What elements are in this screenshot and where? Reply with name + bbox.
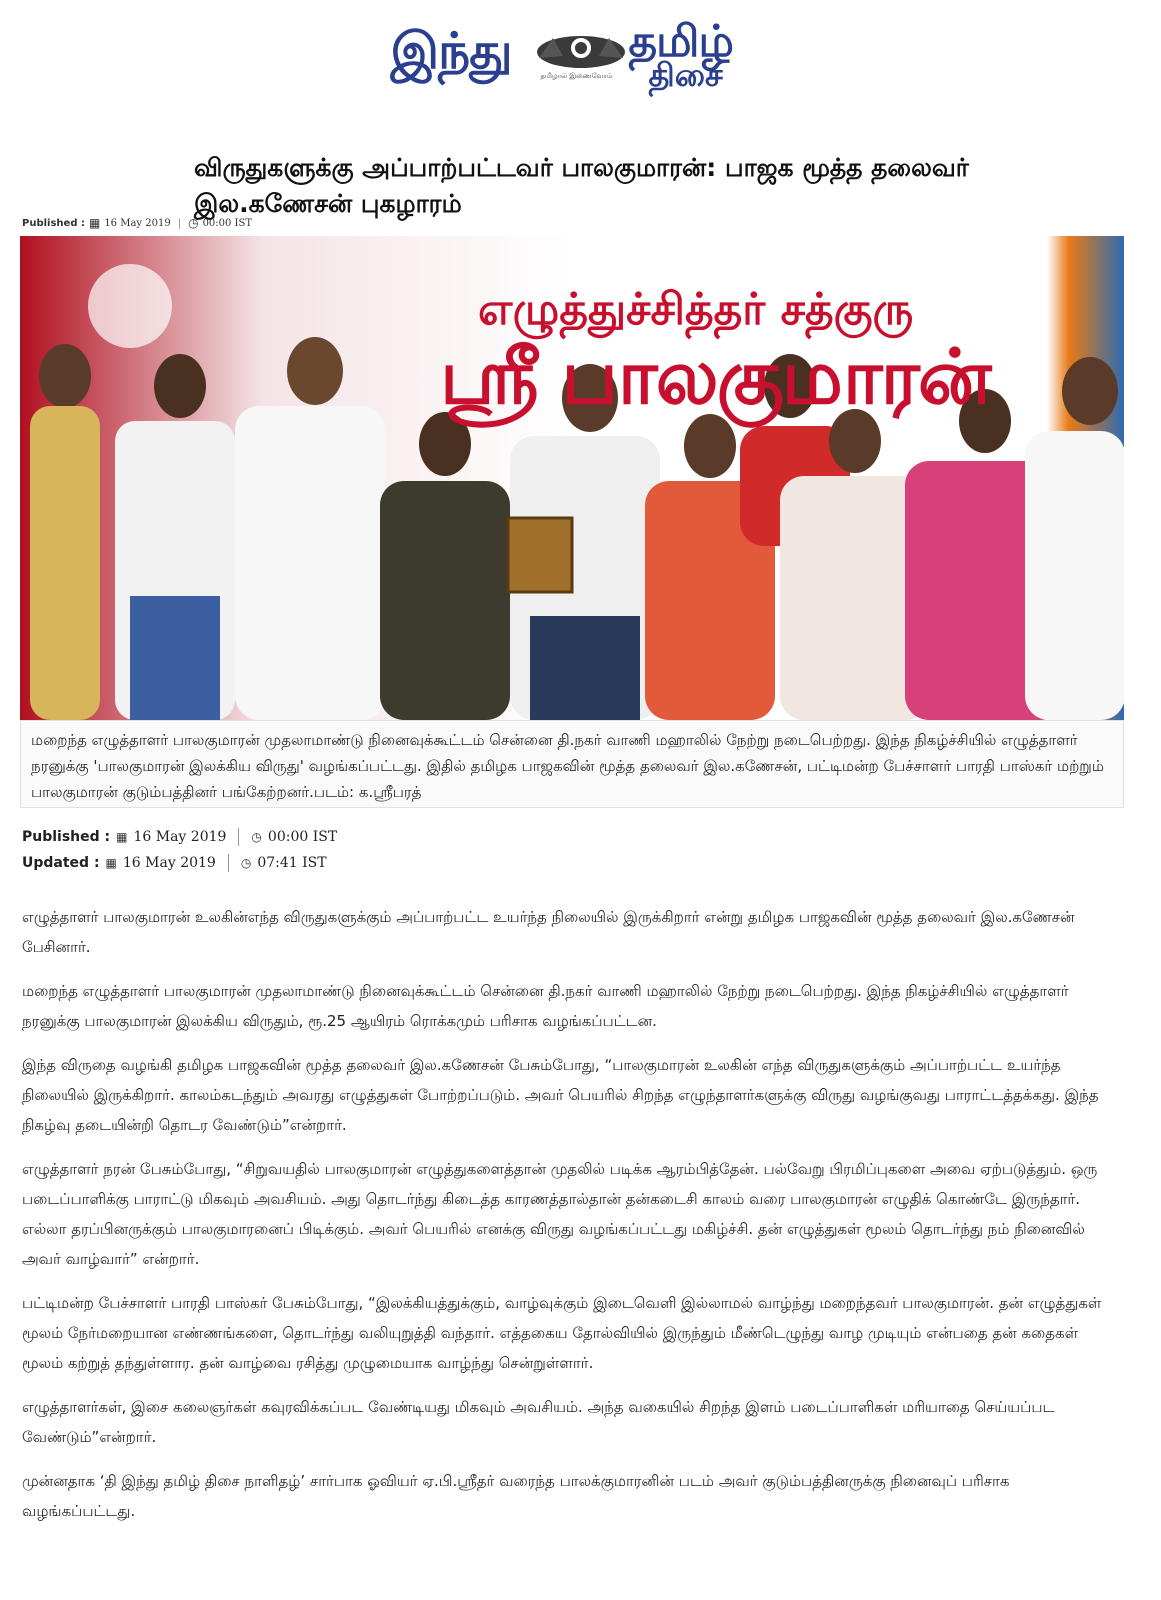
meta-top [22, 216, 252, 230]
logo-tagline: தமிழால் இணைவோம் [540, 72, 613, 80]
article-paragraph: இந்த விருதை வழங்கி தமிழக பாஜகவின் மூத்த தலைவர் இல.கணேசன் பேசும்போது, “பாலகுமாரன் உலகின் எந்த விருதுகளுக்கும் அப்பாற்பட்ட உயர்ந்த நிலையில் இருக்கிறார். காலம்கடந்தும் அவரது எழுத்துகள் போற்றப்படும். அவர் பெயரில் சிறந்த எழுந்தாளர்களுக்கு விருது வழங்குவது பாராட்டத்தக்கது. இந்த நிகழ்வு தடையின்றி தொடர வேண்டும்”என்றார். [22, 1056, 1099, 1134]
photo-banner-line-1: எழுத்துச்சித்தர் சத்குரு [478, 284, 914, 335]
updated-row [22, 850, 337, 876]
published-time-small: 00:00 IST [202, 217, 253, 229]
updated-label: Updated : [22, 855, 100, 871]
photo-caption-box [20, 720, 1124, 808]
article-paragraph: முன்னதாக ‘தி இந்து தமிழ் திசை நாளிதழ்’ சார்பாக ஓவியர் ஏ.பி.ஸ்ரீதர் வரைந்த பாலக்குமாரனின் படம் அவர் குடும்பத்தினருக்கு நினைவுப் பரிசாக வழங்கப்பட்டது. [22, 1472, 1010, 1520]
logo-word-2: தமிழ் [628, 16, 733, 67]
logo-word-1: இந்து [390, 22, 512, 80]
clock-icon: ◷ [240, 856, 252, 870]
photo-caption: மறைந்த எழுத்தாளர் பாலகுமாரன் முதலாமாண்டு நினைவுக்கூட்டம் சென்னை தி.நகர் வாணி மஹாலில் நேற்று நடைபெற்றது. இந்த நிகழ்ச்சியில் எழுத்தாளர் நரனுக்கு 'பாலகுமாரன் இலக்கிய விருது' வழங்கப்பட்டது. இதில் தமிழக பாஜகவின் மூத்த தலைவர் இல.கணேசன், பட்டிமன்ற பேச்சாளர் பாரதி பாஸ்கர் மற்றும் பாலகுமாரன் குடும்பத்தினர் பங்கேற்றனர்.படம்: க.ஸ்ரீபரத் [31, 731, 1104, 801]
logo-word-3: திசை [648, 56, 723, 94]
updated-time: 07:41 IST [257, 855, 327, 871]
clock-icon: ◷ [251, 830, 262, 844]
calendar-icon: ▦ [116, 830, 128, 844]
article-paragraph: எழுத்தாளர்கள், இசை கலைஞர்கள் கவுரவிக்கப்பட வேண்டியது மிகவும் அவசியம். அந்த வகையில் சிறந்த இளம் படைப்பாளிகள் மரியாதை செய்யப்பட வேண்டும்”என்றார். [22, 1398, 1055, 1446]
article-meta [22, 824, 337, 876]
clock-icon: ◷ [188, 216, 199, 230]
published-row [22, 824, 337, 850]
article-body [22, 902, 1122, 1540]
photo-banner-line-2: ஸ்ரீ பாலகுமாரன் [440, 332, 990, 421]
article-paragraph: மறைந்த எழுத்தாளர் பாலகுமாரன் முதலாமாண்டு நினைவுக்கூட்டம் சென்னை தி.நகர் வாணி மஹாலில் நேற்று நடைபெற்றது. இந்த நிகழ்ச்சியில் எழுத்தாளர் நரனுக்கு பாலகுமாரன் இலக்கிய விருதும், ரூ.25 ஆயிரம் ரொக்கமும் பரிசாக வழங்கப்பட்டன. [22, 982, 1069, 1030]
article-headline: விருதுகளுக்கு அப்பாற்பட்டவர் பாலகுமாரன்: பாஜக மூத்த தலைவர் இல.கணேசன் புகழாரம் [194, 153, 969, 218]
article-paragraph: எழுத்தாளர் நரன் பேசும்போது, “சிறுவயதில் பாலகுமாரன் எழுத்துகளைத்தான் முதலில் படிக்க ஆரம்பித்தேன். பல்வேறு பிரமிப்புகளை அவை ஏற்படுத்தும். ஒரு படைப்பாளிக்கு பாராட்டு மிகவும் அவசியம். அது தொடர்ந்து கிடைத்த காரணத்தால்தான் தன்கடைசி காலம் வரை பாலகுமாரன் எழுதிக் கொண்டே இருந்தார். எல்லா தரப்பினருக்கும் பாலகுமாரனைப் பிடிக்கும். அவர் பெயரில் எனக்கு விருது வழங்கப்பட்டது மகிழ்ச்சி. தன் எழுத்துகள் மூலம் தொடர்ந்து நம் நினைவில் அவர் வாழ்வார்” என்றார். [22, 1160, 1098, 1268]
published-label-small: Published : [22, 217, 85, 229]
article-paragraph: எழுத்தாளர் பாலகுமாரன் உலகின்எந்த விருதுகளுக்கும் அப்பாற்பட்ட உயர்ந்த நிலையில் இருக்கிறார் என்று தமிழக பாஜகவின் மூத்த தலைவர் இல.கணேசன் பேசினார். [22, 908, 1075, 956]
published-time: 00:00 IST [267, 829, 338, 845]
divider [228, 854, 229, 872]
hindu-emblem-icon [533, 28, 629, 72]
published-label: Published : [22, 829, 111, 845]
divider: | [177, 217, 182, 229]
article-photo [20, 236, 1124, 720]
site-logo[interactable] [391, 10, 771, 100]
updated-date: 16 May 2019 [122, 855, 216, 871]
published-date-small: 16 May 2019 [104, 217, 171, 229]
published-date: 16 May 2019 [133, 829, 227, 845]
divider [238, 828, 239, 846]
masthead [0, 0, 1161, 110]
article-paragraph: பட்டிமன்ற பேச்சாளர் பாரதி பாஸ்கர் பேசும்போது, “இலக்கியத்துக்கும், வாழ்வுக்கும் இடைவெளி இல்லாமல் வாழ்ந்து மறைந்தவர் பாலகுமாரன். தன் எழுத்துகள் மூலம் நேர்மறையான எண்ணங்களை, தொடர்ந்து வலியுறுத்தி வந்தார். எத்தகைய தோல்வியில் இருந்தும் மீண்டெழுந்து வாழ முடியும் என்பதை தன் கதைகள் மூலம் கற்றுத் தந்துள்ளார. தன் வாழ்வை ரசித்து முழுமையாக வாழ்ந்து சென்றுள்ளார். [22, 1294, 1102, 1372]
calendar-icon: ▦ [88, 216, 101, 230]
calendar-icon: ▦ [105, 856, 117, 870]
